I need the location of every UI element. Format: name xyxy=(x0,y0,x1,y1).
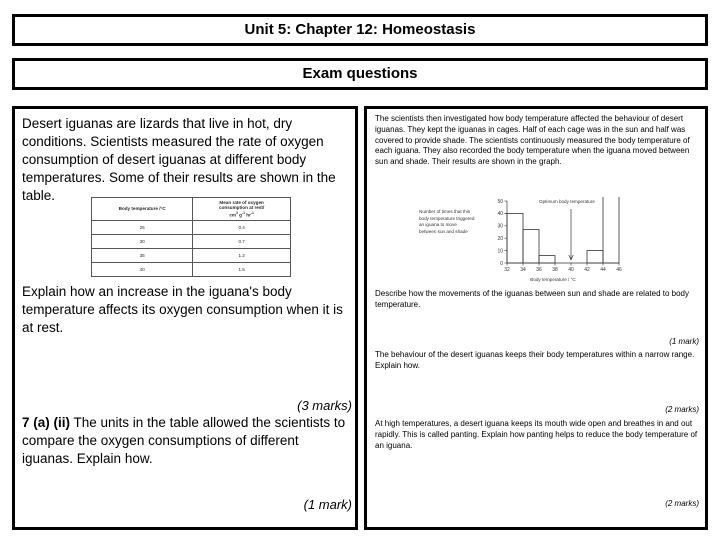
left-panel-inner xyxy=(15,109,355,527)
cell-rate: 0.7 xyxy=(193,235,291,249)
section-title-text: Exam questions xyxy=(302,64,418,82)
unit-title-bar xyxy=(12,14,708,46)
section-title-bar xyxy=(12,58,708,90)
rate-header-sup-hr1: -1 xyxy=(250,211,254,216)
cell-temperature: 30 xyxy=(92,235,193,249)
optimum-pointer-arrow xyxy=(569,209,573,260)
table-row xyxy=(92,235,291,249)
right-intro-text: The scientists then investigated how body temperature affected the behaviour of desert iguanas. They kept the iguanas in cages. Half of each cage was in the sun and half was covered to provide shade. The scientists continuously measured the body temperature of each iguana. They also recorded the body temperature when the iguana moved between sun and shade. Their results are shown in the graph. xyxy=(375,114,690,167)
right-question-3-text: At high temperatures, a desert iguana keeps its mouth wide open and breathes in and out rapidly. This is called panting. Explain how panting helps to reduce the body temperature of an iguana. xyxy=(375,419,698,450)
cell-temperature: 25 xyxy=(92,221,193,235)
histogram-plot-area xyxy=(483,197,623,275)
bar-32-34 xyxy=(507,213,523,263)
table-header-row xyxy=(92,198,291,221)
cell-temperature: 35 xyxy=(92,249,193,263)
svg-text:50: 50 xyxy=(497,198,503,205)
histogram-y-axis-label: Number of times that this body temperature triggered an iguana to move between sun and shade xyxy=(419,209,475,234)
histogram-figure xyxy=(419,197,669,285)
x-tick-labels xyxy=(504,267,622,273)
rate-header-sup-3: 3 xyxy=(236,211,238,216)
right-marks-1: (1 mark) xyxy=(669,337,699,346)
right-question-1-text: Describe how the movements of the iguanas between sun and shade are related to body temperature. xyxy=(375,289,689,309)
cell-rate: 0.4 xyxy=(193,221,291,235)
y-tick-labels xyxy=(497,199,503,267)
svg-text:42: 42 xyxy=(584,267,590,273)
histogram-bars xyxy=(507,197,619,263)
left-question-2-text xyxy=(22,414,352,468)
svg-text:34: 34 xyxy=(520,267,526,273)
svg-text:40: 40 xyxy=(568,267,574,273)
right-question-panel xyxy=(364,106,708,530)
right-marks-2: (2 marks) xyxy=(665,405,699,414)
svg-text:40: 40 xyxy=(497,211,503,218)
cell-rate: 1.5 xyxy=(193,263,291,277)
optimum-temperature-annotation: Optimum body temperature xyxy=(539,199,595,204)
col-header-rate xyxy=(193,198,291,221)
results-table xyxy=(91,197,291,277)
cell-rate: 1.2 xyxy=(193,249,291,263)
cell-temperature: 40 xyxy=(92,263,193,277)
histogram-svg xyxy=(483,197,623,275)
svg-text:36: 36 xyxy=(536,267,542,273)
left-marks-2: (1 mark) xyxy=(303,497,352,512)
right-panel-inner xyxy=(367,109,705,527)
left-marks-1: (3 marks) xyxy=(297,398,352,413)
results-table-figure xyxy=(91,197,291,277)
left-question-2-number: 7 (a) (ii) xyxy=(22,415,71,430)
svg-text:20: 20 xyxy=(497,236,503,242)
svg-text:0: 0 xyxy=(500,260,503,267)
svg-text:46: 46 xyxy=(616,267,622,273)
bar-36-38 xyxy=(539,256,555,263)
table-row xyxy=(92,263,291,277)
results-table-body xyxy=(92,221,291,277)
svg-text:32: 32 xyxy=(504,267,510,273)
unit-title-text: Unit 5: Chapter 12: Homeostasis xyxy=(244,20,476,38)
svg-text:30: 30 xyxy=(497,223,503,230)
col-header-temperature: Body temperature /°C xyxy=(92,198,193,221)
results-table-head xyxy=(92,198,291,221)
rate-header-unit-hr: hr xyxy=(245,212,251,218)
bar-34-36 xyxy=(523,230,539,264)
table-row xyxy=(92,221,291,235)
rate-header-unit-g: g xyxy=(237,212,242,218)
svg-text:44: 44 xyxy=(600,267,606,273)
bar-42-44 xyxy=(587,251,603,263)
left-question-1-text: Explain how an increase in the iguana's body temperature affects its oxygen consumption when it is at rest. xyxy=(22,284,343,335)
left-question-panel xyxy=(12,106,358,530)
bar-44-46 xyxy=(603,197,619,263)
rate-header-line1: Mean rate of oxygen xyxy=(219,199,264,205)
rate-header-unit-cm: cm xyxy=(229,212,237,218)
svg-text:38: 38 xyxy=(552,267,558,273)
rate-header-sup-g1: -1 xyxy=(242,211,246,216)
left-question-2-body: The units in the table allowed the scientists to compare the oxygen consumptions of different iguanas. Explain how. xyxy=(22,415,346,466)
histogram-x-axis-label: Body temperature / °C xyxy=(530,277,576,282)
table-row xyxy=(92,249,291,263)
left-intro-text: Desert iguanas are lizards that live in hot, dry conditions. Scientists measured the rate of oxygen consumption of desert iguanas at different body temperatures. Some of their results are shown in the table. xyxy=(22,116,336,203)
right-question-2-text: The behaviour of the desert iguanas keeps their body temperatures within a narrow range. Explain how. xyxy=(375,350,695,370)
rate-header-line2: consumption at rest/ xyxy=(219,205,265,211)
right-marks-3: (2 marks) xyxy=(665,499,699,508)
svg-text:10: 10 xyxy=(497,248,503,255)
